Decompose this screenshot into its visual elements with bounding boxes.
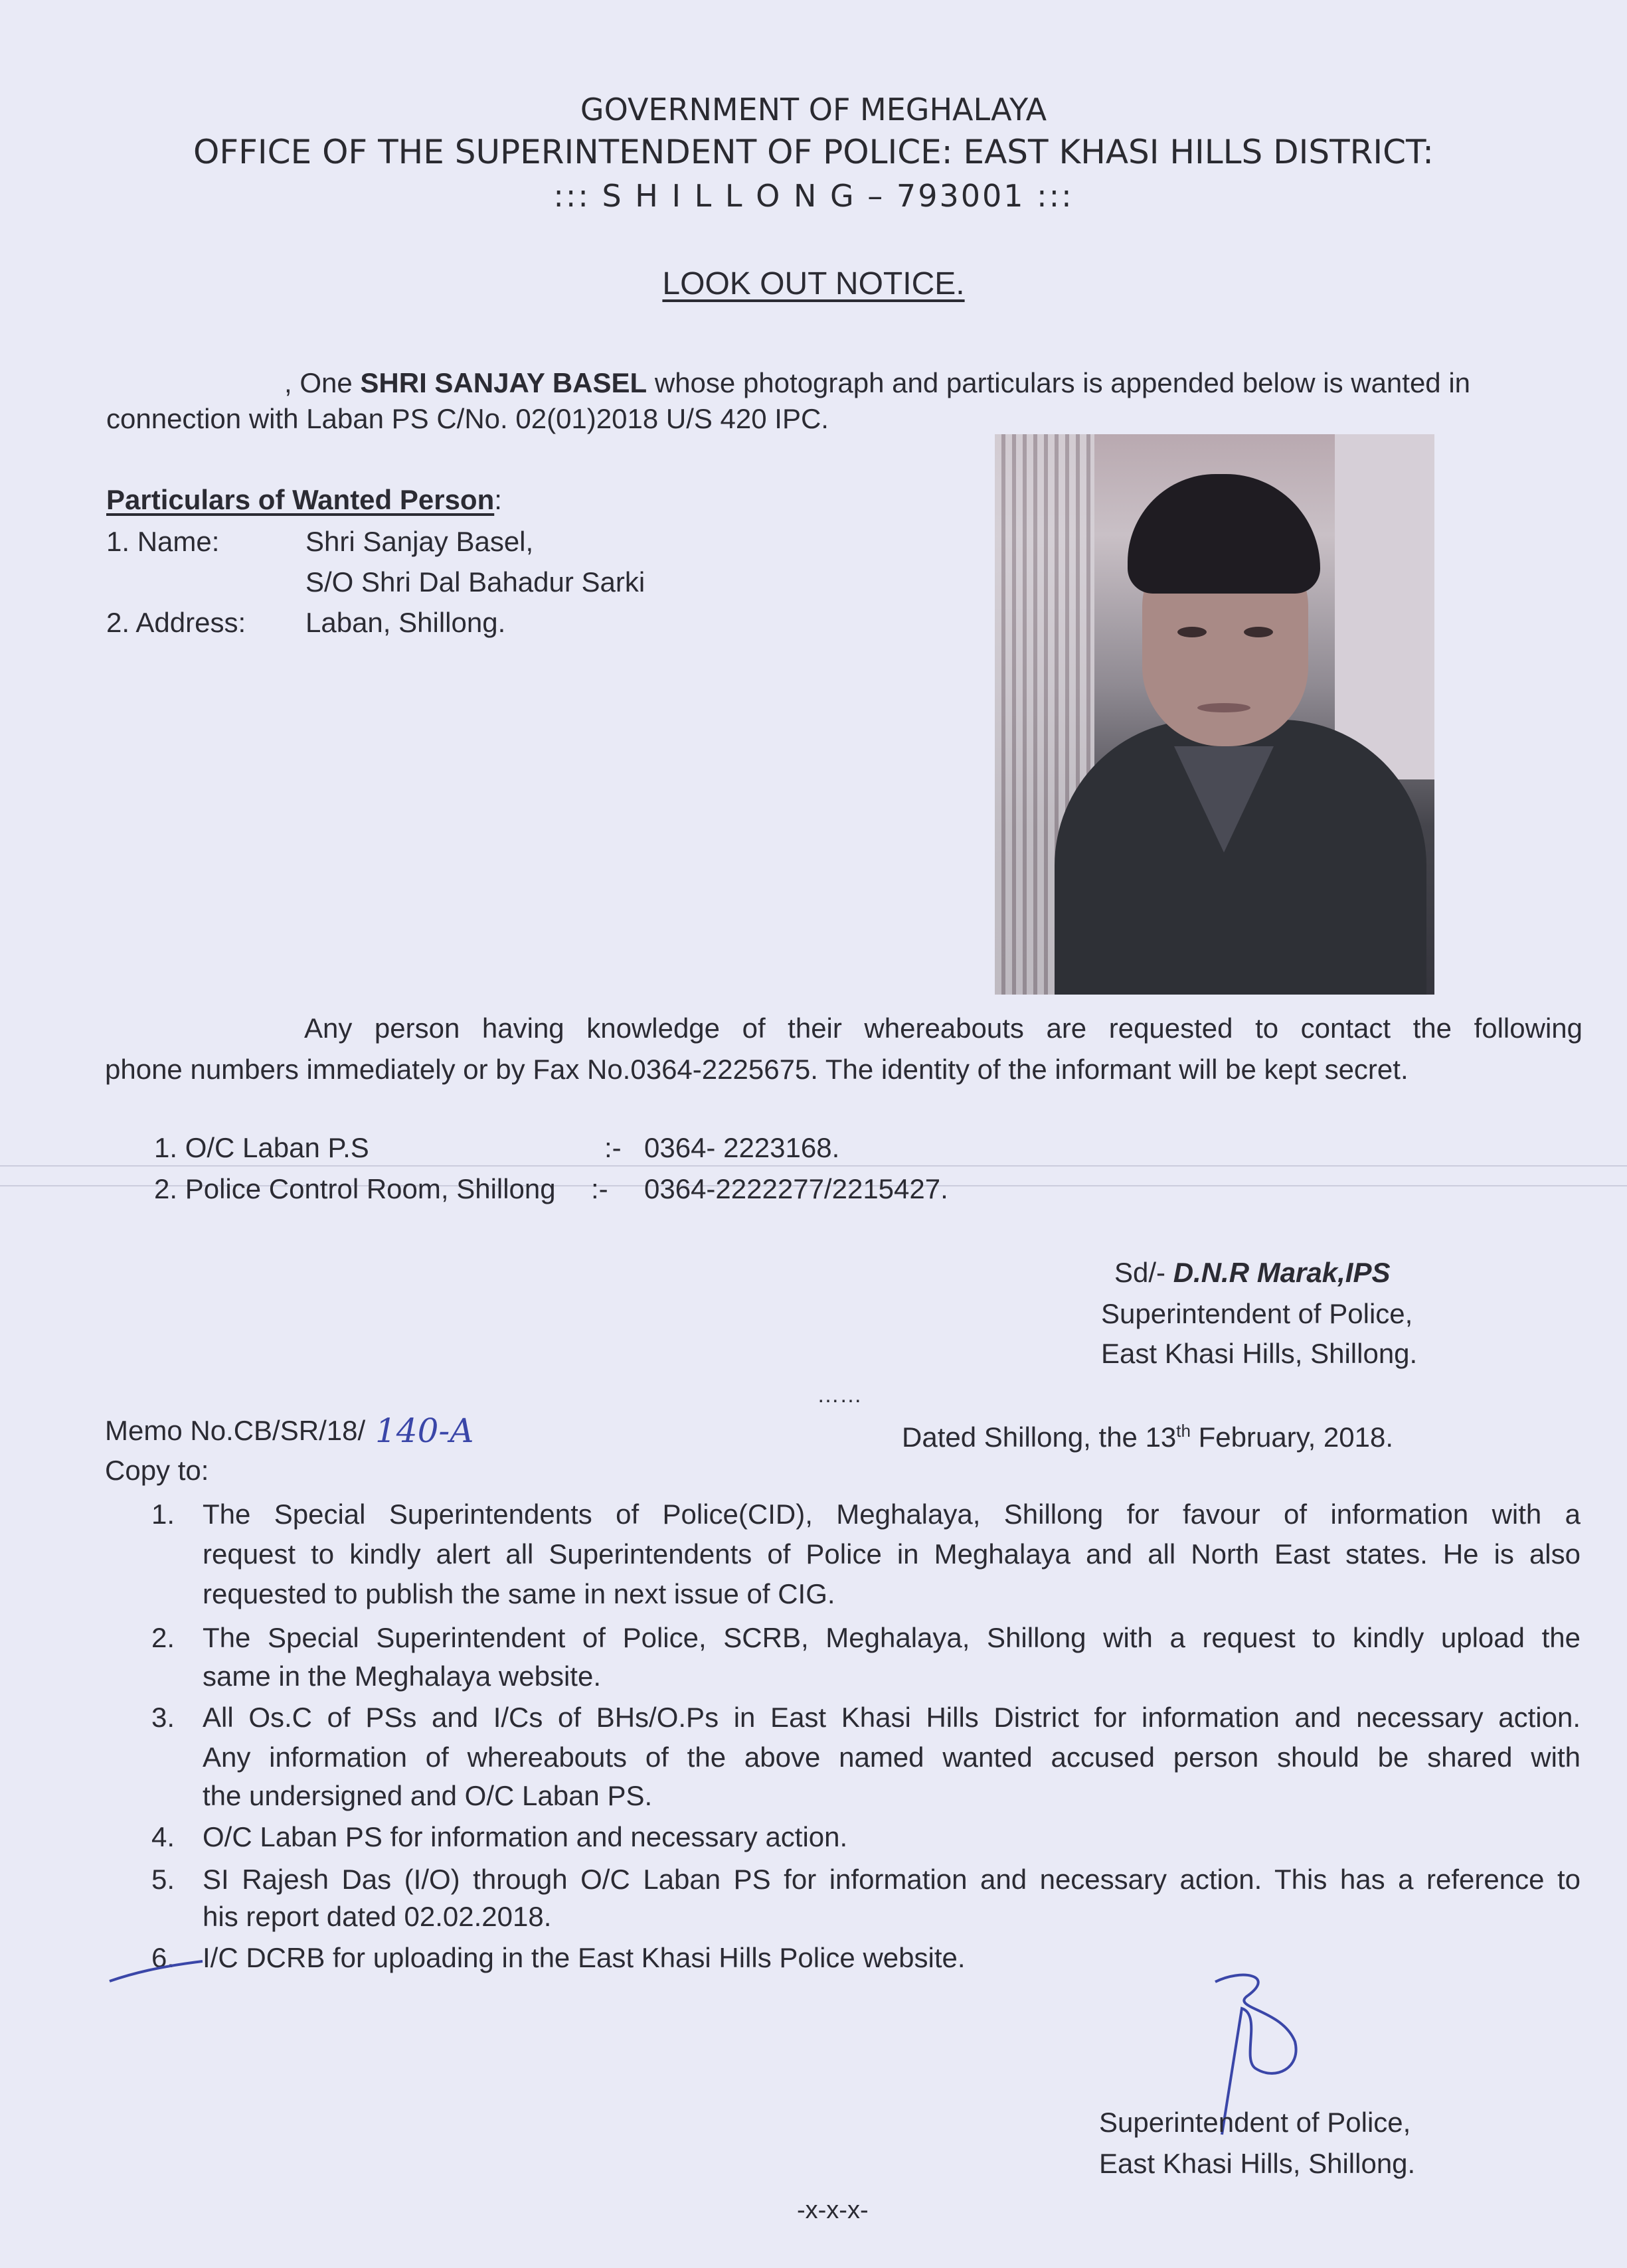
photo-eye — [1177, 627, 1207, 637]
signatory-title: Superintendent of Police, — [1101, 1298, 1413, 1329]
copy-item-line: The Special Superintendents of Police(CID), Meghalaya, Shillong for favour of information with a — [203, 1498, 1581, 1530]
particulars-colon: : — [494, 484, 502, 515]
phone-number-control-room: 0364-2222277/2215427. — [644, 1173, 948, 1204]
phone-number-laban: 0364- 2223168. — [644, 1132, 840, 1163]
name-value-parent: S/O Shri Dal Bahadur Sarki — [305, 566, 645, 598]
copy-item-line: requested to publish the same in next issue of CIG. — [203, 1578, 835, 1609]
header-government: GOVERNMENT OF MEGHALAYA — [580, 92, 1047, 127]
header-office: OFFICE OF THE SUPERINTENDENT OF POLICE: EAST KHASI HILLS DISTRICT: — [193, 133, 1434, 171]
footer-signatory-title: Superintendent of Police, — [1099, 2107, 1411, 2138]
copy-item-line: request to kindly alert all Superintendents of Police in Meghalaya and all North East states. He is also — [203, 1538, 1581, 1570]
address-label: 2. Address: — [106, 607, 246, 638]
phone-sep-laban: :- — [604, 1132, 622, 1163]
contact-line-2: phone numbers immediately or by Fax No.0364-2225675. The identity of the informant will be kept secret. — [105, 1054, 1409, 1085]
particulars-heading-text: Particulars of Wanted Person — [106, 484, 495, 515]
particulars-heading — [106, 481, 502, 519]
handwritten-strike-mark — [106, 1959, 206, 1985]
copy-item-line: All Os.C of PSs and I/Cs of BHs/O.Ps in East Khasi Hills District for information and necessary action. — [203, 1702, 1581, 1733]
address-value: Laban, Shillong. — [305, 607, 506, 638]
notice-title: LOOK OUT NOTICE. — [662, 266, 965, 301]
sd-prefix: Sd/- — [1114, 1257, 1173, 1288]
photo-hair — [1128, 474, 1320, 594]
copy-item-line: same in the Meghalaya website. — [203, 1660, 601, 1692]
date-prefix: Dated Shillong, the 13 — [902, 1421, 1177, 1453]
separator-dots: …… — [817, 1382, 862, 1408]
signed-by — [1114, 1254, 1390, 1292]
date-suffix: February, 2018. — [1190, 1421, 1394, 1453]
copy-item-number: 3. — [151, 1702, 175, 1733]
wanted-name-bold: SHRI SANJAY BASEL — [360, 367, 647, 398]
copy-item-line: O/C Laban PS for information and necessary action. — [203, 1821, 848, 1852]
name-label: 1. Name: — [106, 526, 220, 557]
date-superscript: th — [1176, 1421, 1191, 1441]
copy-item-number: 6. — [151, 1942, 175, 1973]
copy-item-line: SI Rajesh Das (I/O) through O/C Laban PS for information and necessary action. This has a reference to — [203, 1864, 1581, 1895]
photo-eye — [1244, 627, 1273, 637]
signatory-place: East Khasi Hills, Shillong. — [1101, 1338, 1418, 1369]
copy-item-line: Any information of whereabouts of the above named wanted accused person should be shared with — [203, 1742, 1581, 1773]
header-city: ::: S H I L L O N G – 793001 ::: — [553, 178, 1074, 214]
intro-suffix: whose photograph and particulars is appended below is wanted in — [647, 367, 1471, 398]
name-value: Shri Sanjay Basel, — [305, 526, 534, 557]
copy-item-number: 5. — [151, 1864, 175, 1895]
intro-prefix: , One — [284, 367, 361, 398]
footer-signatory-place: East Khasi Hills, Shillong. — [1099, 2148, 1416, 2179]
copy-item-line: his report dated 02.02.2018. — [203, 1901, 552, 1932]
memo-date — [902, 1412, 1393, 1457]
copy-item-line: I/C DCRB for uploading in the East Khasi Hills Police website. — [203, 1942, 966, 1973]
photo-background-wall — [1335, 434, 1434, 779]
copy-item-line: the undersigned and O/C Laban PS. — [203, 1780, 653, 1811]
intro-line-1 — [284, 364, 1470, 402]
memo-hand-text: 140-A — [375, 1412, 474, 1450]
copy-item-line: The Special Superintendent of Police, SCRB, Meghalaya, Shillong with a request to kindly upload the — [203, 1622, 1581, 1653]
signatory-name: D.N.R Marak,IPS — [1173, 1257, 1391, 1288]
handwritten-memo-number — [372, 1408, 511, 1454]
copy-item-number: 2. — [151, 1622, 175, 1653]
memo-number: Memo No.CB/SR/18/ — [105, 1415, 366, 1446]
photo-mouth — [1197, 703, 1250, 712]
phone-label-control-room: 2. Police Control Room, Shillong — [154, 1173, 556, 1204]
wanted-person-photo — [995, 434, 1434, 995]
phone-sep-control-room: :- — [591, 1173, 608, 1204]
contact-line-1: Any person having knowledge of their whereabouts are requested to contact the following — [304, 1012, 1583, 1044]
intro-line-2: connection with Laban PS C/No. 02(01)2018 U/S 420 IPC. — [106, 403, 829, 434]
copy-to-label: Copy to: — [105, 1455, 209, 1486]
phone-label-laban: 1. O/C Laban P.S — [154, 1132, 369, 1163]
copy-item-number: 4. — [151, 1821, 175, 1852]
copy-item-number: 1. — [151, 1498, 175, 1530]
end-mark: -x-x-x- — [797, 2196, 869, 2224]
